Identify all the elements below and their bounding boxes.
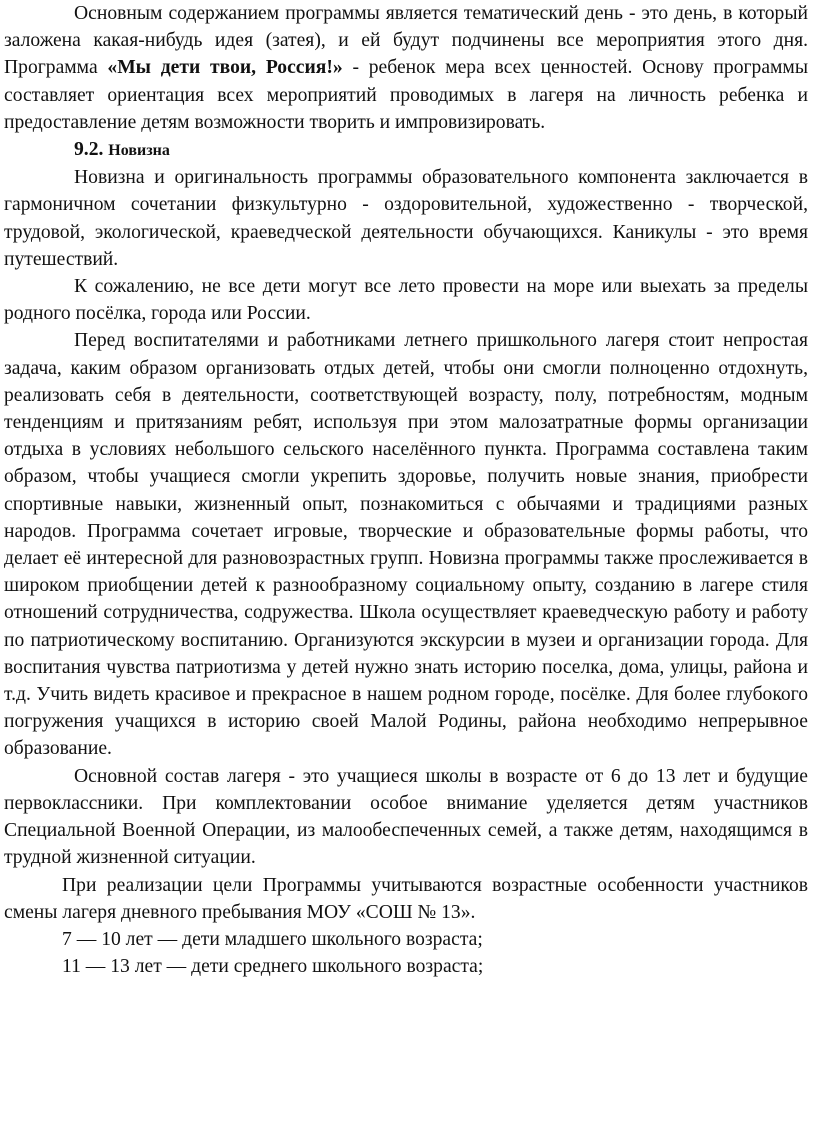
- paragraph-program-content: [4, 0, 808, 136]
- paragraph-age-features: При реализации цели Программы учитываются возрастные особенности участников смены лагеря дневного пребывания МОУ «СОШ № 13».: [4, 874, 808, 923]
- paragraph-task: Перед воспитателями и работниками летнего пришкольного лагеря стоит непростая задача, каким образом организовать отдых детей, чтобы они смогли полноценно отдохнуть, реализовать себя в деятельности, соответствующей возрасту, полу, потребностям, модным тенденциям и притязаниям ребят, используя при этом малозатратные формы организации отдыха в условиях небольшого сельского населённого пункта. Программа составлена таким образом, чтобы учащиеся смогли укрепить здоровье, получить новые знания, приобрести спортивные навыки, жизненный опыт, познакомиться с обычаями и традициями разных народов. Программа сочетает игровые, творческие и образовательные формы работы, что делает её интересной для разновозрастных групп. Новизна программы также прослеживается в широком приобщении детей к разнообразному социальному опыту, созданию в лагере стиля отношений сотрудничества, содружества. Школа осуществляет краеведческую работу и работу по патриотическому воспитанию. Организуются экскурсии в музеи и организации города. Для воспитания чувства патриотизма у детей нужно знать историю поселка, дома, улицы, района и т.д. Учить видеть красивое и прекрасное в нашем родном городе, посёлке. Для более глубокого погружения учащихся в историю своей Малой Родины, района необходимо непрерывное образование.: [4, 330, 808, 760]
- program-title: «Мы дети твои, Россия!»: [107, 57, 343, 79]
- paragraph-camp-composition: Основной состав лагеря - это учащиеся школы в возрасте от 6 до 13 лет и будущие первоклассники. При комплектовании особое внимание уделяется детям участников Специальной Военной Операции, из малообеспеченных семей, а также детям, находящимся в трудной жизненной ситуации.: [4, 765, 808, 869]
- paragraph-text: - ребенок мера всех ценностей. Основу программы составляет ориентация всех мероприятий проводимых в лагеря на личность ребенка и предоставление детям возможности творить и импровизировать.: [4, 57, 808, 133]
- section-title: Новизна: [108, 142, 170, 160]
- paragraph-text: Основным содержанием программы является тематический день - это день, в который заложена какая-нибудь идея (затея), и ей будут подчинены все мероприятия этого дня. Программа: [4, 3, 808, 79]
- list-item: 7 — 10 лет — дети младшего школьного возраста;: [62, 928, 483, 950]
- paragraph-regret: К сожалению, не все дети могут все лето провести на море или выехать за пределы родного посёлка, города или России.: [4, 276, 808, 325]
- paragraph-novelty: Новизна и оригинальность программы образовательного компонента заключается в гармоничном сочетании физкультурно - оздоровительной, художественно - творческой, трудовой, экологической, краеведческой деятельности обучающихся. Каникулы - это время путешествий.: [4, 167, 808, 270]
- section-heading: [4, 136, 808, 164]
- section-number: 9.2.: [74, 139, 104, 161]
- list-item: 11 — 13 лет — дети среднего школьного возраста;: [62, 956, 484, 978]
